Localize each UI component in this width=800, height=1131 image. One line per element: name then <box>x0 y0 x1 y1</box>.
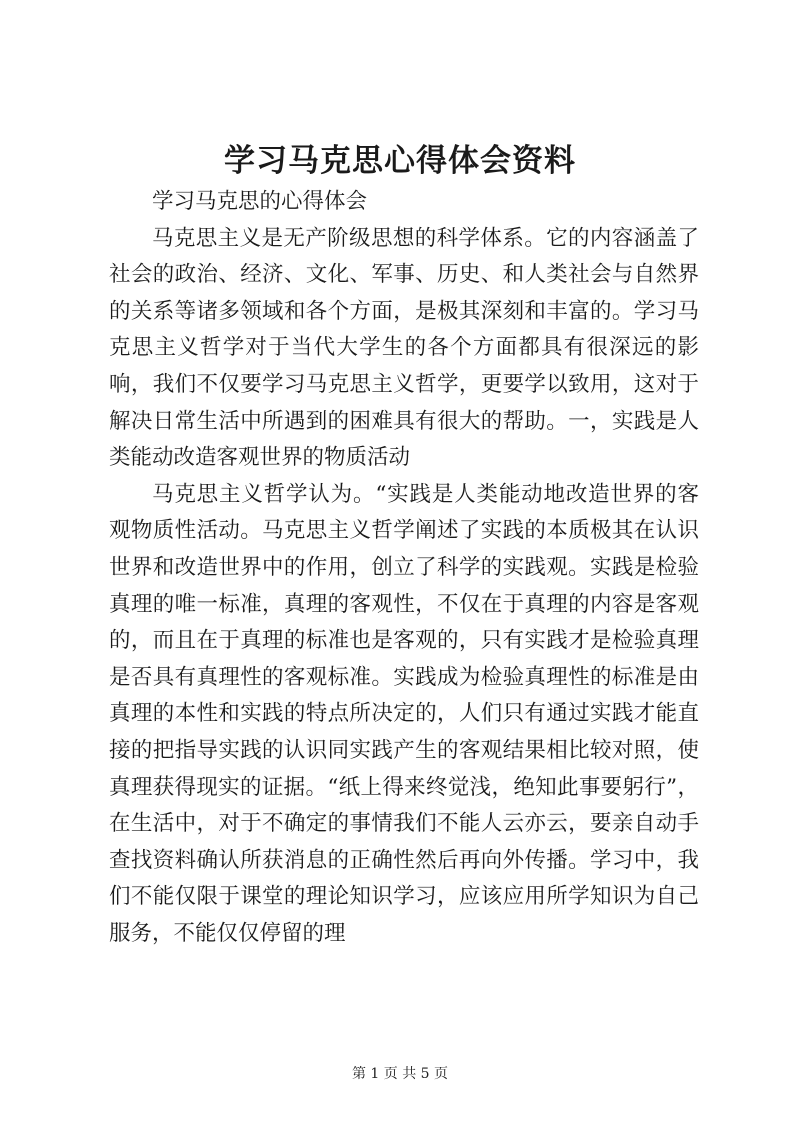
subtitle-paragraph: 学习马克思的心得体会 <box>152 189 368 214</box>
body-paragraph-2: 马克思主义哲学认为。“实践是人类能动地改造世界的客观物质性活动。马克思主义哲学阐述了实践的本质极其在认识世界和改造世界中的作用，创立了科学的实践观。实践是检验真理的唯一标准，真理的客观性，不仅在于真理的内容是客观的，而且在于真理的标准也是客观的，只有实践才是检验真理是否具有真理性的客观标准。实践成为检验真理性的标准是由真理的本性和实践的特点所决定的，人们只有通过实践才能直接的把指导实践的认识同实践产生的客观结果相比较对照，使真理获得现实的证据。“纸上得来终觉浅，绝知此事要躬行”，在生活中，对于不确定的事情我们不能人云亦云，要亲自动手查找资料确认所获消息的正确性然后再向外传播。学习中，我们不能仅限于课堂的理论知识学习，应该应用所学知识为自己服务，不能仅仅停留的理 <box>109 481 699 946</box>
page-number-footer: 第 1 页 共 5 页 <box>351 1066 449 1082</box>
document-body <box>109 184 699 952</box>
document-title: 学习马克思心得体会资料 <box>224 143 576 179</box>
body-paragraph-1: 马克思主义是无产阶级思想的科学体系。它的内容涵盖了社会的政治、经济、文化、军事、历史、和人类社会与自然界的关系等诸多领域和各个方面，是极其深刻和丰富的。学习马克思主义哲学对于当代大学生的各个方面都具有很深远的影响，我们不仅要学习马克思主义哲学，更要学以致用，这对于解决日常生活中所遇到的困难具有很大的帮助。一，实践是人类能动改造客观世界的物质活动 <box>109 225 699 471</box>
